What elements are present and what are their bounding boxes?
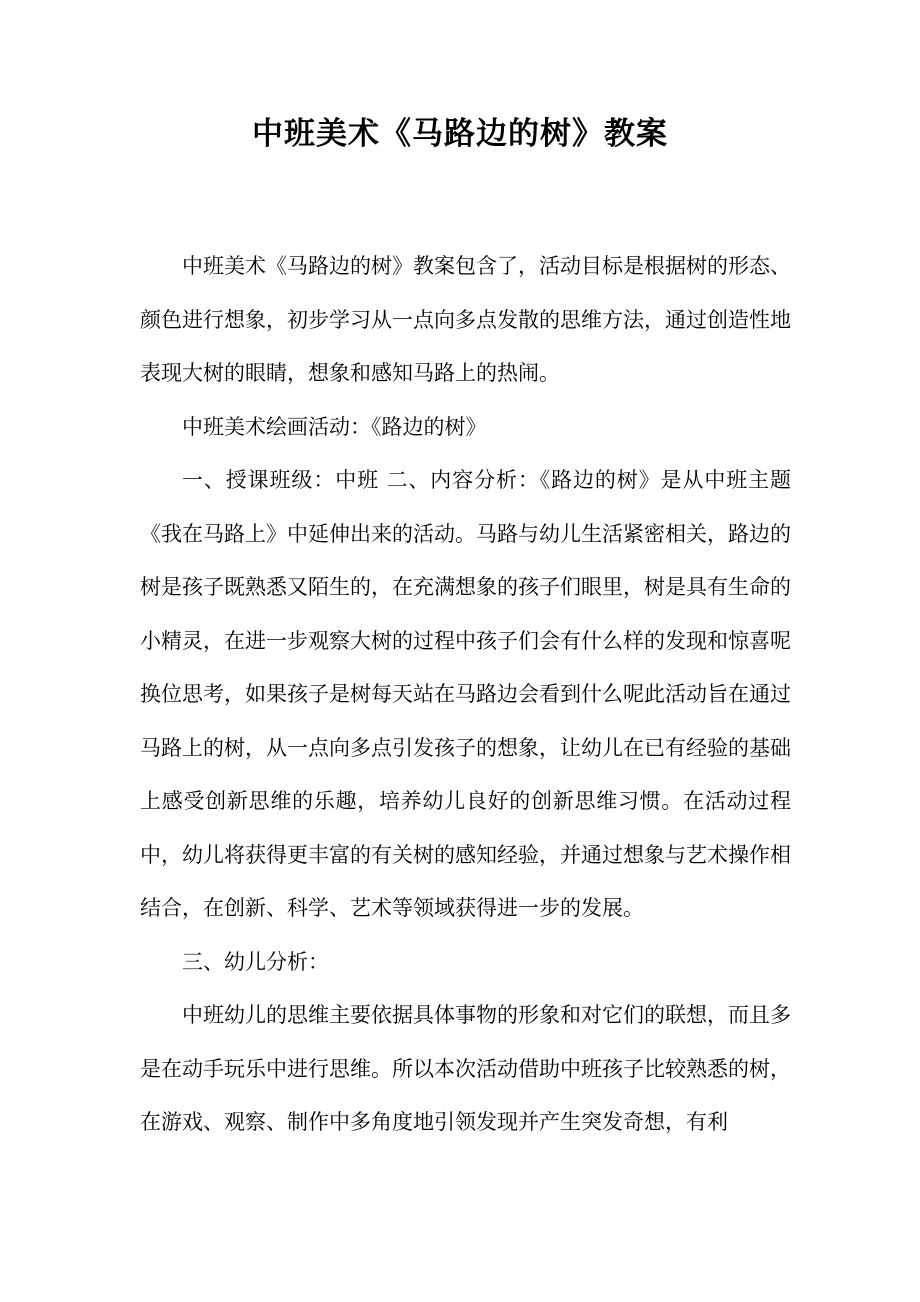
document-title: 中班美术《马路边的树》教案 bbox=[252, 116, 668, 152]
paragraph-child-analysis: 中班幼儿的思维主要依据具体事物的形象和对它们的联想，而且多是在动手玩乐中进行思维。所以本次活动借助中班孩子比较熟悉的树，在游戏、观察、制作中多角度地引领发现并产生突发奇想，有利 bbox=[140, 1003, 791, 1134]
paragraph-content-analysis: 一、授课班级：中班 二、内容分析：《路边的树》是从中班主题《我在马路上》中延伸出来的活动。马路与幼儿生活紧密相关，路边的树是孩子既熟悉又陌生的，在充满想象的孩子们眼里，树是具有生命的小精灵，在进一步观察大树的过程中孩子们会有什么样的发现和惊喜呢换位思考，如果孩子是树每天站在马路边会看到什么呢此活动旨在通过马路上的树，从一点向多点引发孩子的想象，让幼儿在已有经验的基础上感受创新思维的乐趣，培养幼儿良好的创新思维习惯。在活动过程中，幼儿将获得更丰富的有关树的感知经验，并通过想象与艺术操作相结合，在创新、科学、艺术等领域获得进一步的发展。 bbox=[140, 468, 791, 920]
paragraph-intro: 中班美术《马路边的树》教案包含了，活动目标是根据树的形态、颜色进行想象，初步学习从一点向多点发散的思维方法，通过创造性地表现大树的眼睛，想象和感知马路上的热闹。 bbox=[140, 254, 791, 385]
paragraph-activity-name: 中班美术绘画活动：《路边的树》 bbox=[182, 414, 487, 439]
document-body bbox=[140, 240, 791, 1150]
paragraph-section-heading: 三、幼儿分析： bbox=[182, 949, 329, 974]
